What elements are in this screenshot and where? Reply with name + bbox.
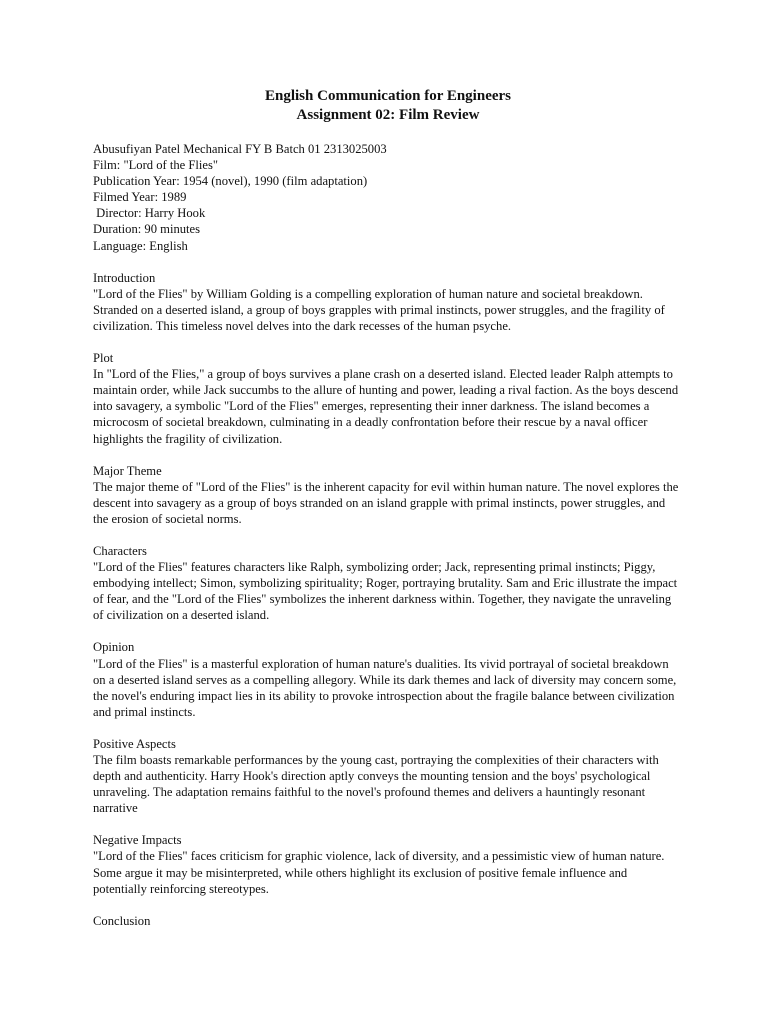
section-heading: Conclusion bbox=[93, 913, 151, 928]
document-header bbox=[93, 87, 683, 125]
section-positive-aspects bbox=[93, 736, 683, 816]
section-introduction bbox=[93, 270, 683, 334]
section-conclusion bbox=[93, 913, 683, 929]
director: Director: Harry Hook bbox=[93, 206, 206, 221]
section-heading: Opinion bbox=[93, 640, 135, 655]
publication-year: Publication Year: 1954 (novel), 1990 (film adaptation) bbox=[93, 174, 368, 189]
section-heading: Positive Aspects bbox=[93, 736, 176, 751]
section-body: "Lord of the Flies" features characters like Ralph, symbolizing order; Jack, representing primal instincts; Piggy, embodying intellect; Simon, symbolizing spirituality; Roger, portraying brutality. Sam and Eric illustrate the impact of fear, and the "Lord of the Flies" symbolizes the inherent darkness within. Together, they navigate the unraveling of civilization on a deserted island. bbox=[93, 560, 678, 623]
section-body: The film boasts remarkable performances by the young cast, portraying the complexities of their characters with depth and authenticity. Harry Hook's direction aptly conveys the mounting tension and the boys' psychological unraveling. The adaptation remains faithful to the novel's profound themes and delivers a hauntingly resonant narrative bbox=[93, 753, 659, 816]
film-name: Film: "Lord of the Flies" bbox=[93, 158, 219, 173]
document-content bbox=[93, 87, 683, 929]
assignment-title: Assignment 02: Film Review bbox=[296, 107, 480, 123]
section-plot bbox=[93, 350, 683, 447]
section-body: In "Lord of the Flies," a group of boys survives a plane crash on a deserted island. Elected leader Ralph attempts to maintain order, while Jack succumbs to the allure of hunting and power, leading a rival faction. As the boys descend into savagery, a symbolic "Lord of the Flies" emerges, representing their inner darkness. The island becomes a microcosm of societal breakdown, culminating in a deadly confrontation before their rescue by a naval officer highlights the fragility of civilization. bbox=[93, 367, 679, 446]
section-major-theme bbox=[93, 463, 683, 527]
course-title: English Communication for Engineers bbox=[265, 88, 511, 104]
section-body: The major theme of "Lord of the Flies" is the inherent capacity for evil within human nature. The novel explores the descent into savagery as a group of boys stranded on an island grapple with primal instincts, power struggles, and the erosion of societal norms. bbox=[93, 479, 679, 526]
section-heading: Negative Impacts bbox=[93, 833, 182, 848]
section-heading: Characters bbox=[93, 543, 147, 558]
filmed-year: Filmed Year: 1989 bbox=[93, 190, 187, 205]
film-details bbox=[93, 141, 683, 254]
student-info: Abusufiyan Patel Mechanical FY B Batch 01 2313025003 bbox=[93, 142, 387, 156]
section-opinion bbox=[93, 639, 683, 719]
section-negative-impacts bbox=[93, 832, 683, 896]
language: Language: English bbox=[93, 238, 188, 253]
section-heading: Major Theme bbox=[93, 463, 162, 478]
section-body: "Lord of the Flies" is a masterful exploration of human nature's dualities. Its vivid portrayal of societal breakdown on a deserted island serves as a compelling allegory. While its dark themes and lack of diversity may concern some, the novel's enduring impact lies in its ability to provoke introspection about the fragile balance between civilization and primal instincts. bbox=[93, 656, 677, 719]
section-heading: Introduction bbox=[93, 270, 156, 285]
section-characters bbox=[93, 543, 683, 623]
duration: Duration: 90 minutes bbox=[93, 222, 201, 237]
section-body: "Lord of the Flies" by William Golding is a compelling exploration of human nature and societal breakdown. Stranded on a deserted island, a group of boys grapples with primal instincts, power struggles, and the fragility of civilization. This timeless novel delves into the dark recesses of the human psyche. bbox=[93, 286, 665, 333]
section-heading: Plot bbox=[93, 351, 114, 366]
section-body: "Lord of the Flies" faces criticism for graphic violence, lack of diversity, and a pessimistic view of human nature. Some argue it may be misinterpreted, while others highlight its exclusion of positive female influence and potentially reinforcing stereotypes. bbox=[93, 849, 665, 896]
